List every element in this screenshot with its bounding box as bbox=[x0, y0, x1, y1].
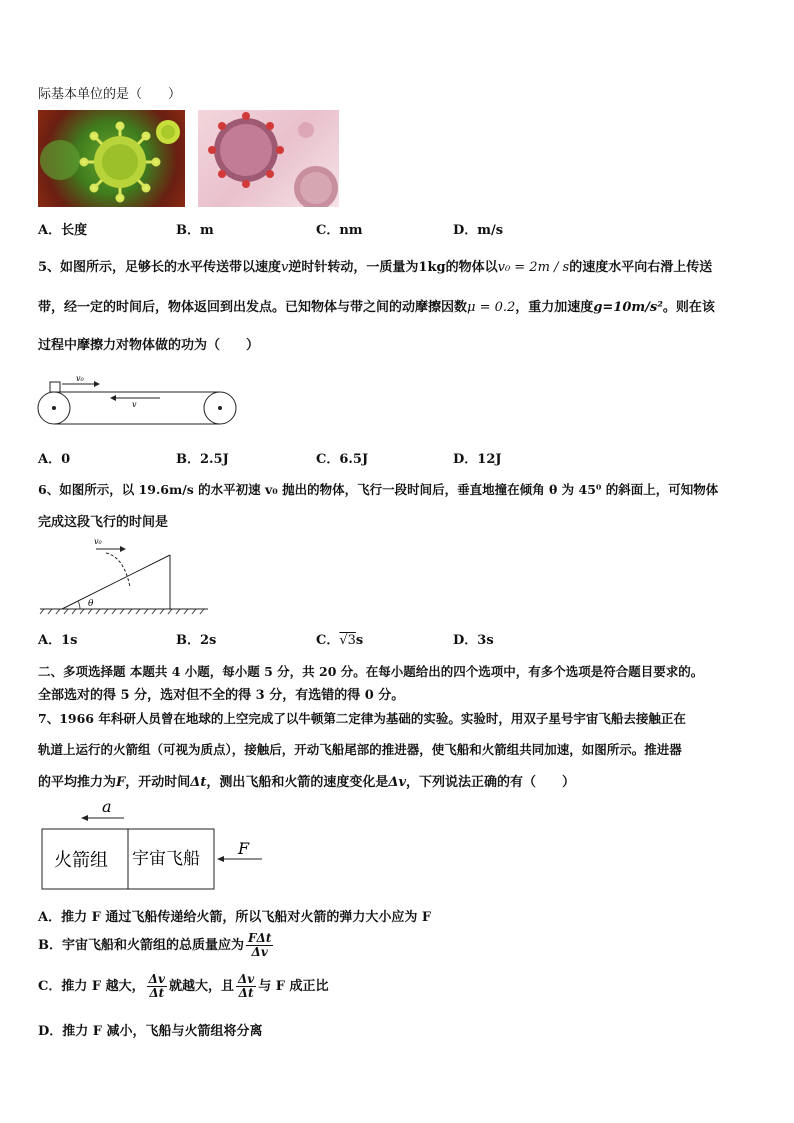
incline-projectile-figure bbox=[36, 535, 212, 617]
fraction-dv-dt-1: $\frac{\Delta v}{\Delta t}$ bbox=[148, 972, 165, 1001]
q7-option-d: D．推力 F 减小，飞船与火箭组将分离 bbox=[38, 1024, 263, 1039]
fig-a-label: a bbox=[102, 797, 112, 816]
q6-option-d: D．3s bbox=[453, 633, 494, 648]
virus-image-red bbox=[198, 110, 339, 207]
q5-line-1: 5、如图所示，足够长的水平传送带以速度v逆时针转动，一质量为1kg的物体以v₀ = 2m / s的速度水平向右滑上传送 bbox=[38, 260, 713, 275]
q7-line-3: 的平均推力为F，开动时间Δt，测出飞船和火箭的速度变化是Δv，下列说法正确的有（ ） bbox=[38, 775, 576, 790]
q6-option-c: C．√3s bbox=[316, 633, 364, 648]
q7-line-2: 轨道上运行的火箭组（可视为质点），接触后，开动飞船尾部的推进器，使飞船和火箭组共同加速，如图所示。推进器 bbox=[38, 742, 682, 757]
conveyor-belt-figure bbox=[36, 370, 242, 426]
q5-option-a: A．0 bbox=[38, 452, 71, 467]
fig-F-label: F bbox=[238, 839, 250, 858]
fig-ship-label: 宇宙飞船 bbox=[132, 849, 200, 869]
q4-option-b: B．m bbox=[176, 223, 214, 238]
fig-rocket-label: 火箭组 bbox=[54, 850, 108, 871]
fig-v0-label-q6: v₀ bbox=[94, 537, 102, 546]
section2-line-1: 二、多项选择题 本题共 4 小题，每小题 5 分，共 20 分。在每小题给出的四个选项中，有多个选项是符合题目要求的。 bbox=[38, 664, 704, 679]
q6-option-a: A．1s bbox=[38, 633, 78, 648]
q6-option-b: B．2s bbox=[176, 633, 217, 648]
q5-line-3: 过程中摩擦力对物体做的功为（ ） bbox=[38, 338, 260, 353]
q5-option-d: D．12J bbox=[453, 452, 502, 467]
fig-theta-label: θ bbox=[88, 599, 94, 609]
q6-line-1: 6、如图所示，以 19.6m/s 的水平初速 v₀ 抛出的物体，飞行一段时间后，垂直地撞在倾角 θ 为 45⁰ 的斜面上，可知物体 bbox=[38, 482, 719, 497]
q7-option-b: B．宇宙飞船和火箭组的总质量应为 $\frac{\text{FΔt}}{\Delta v}$ bbox=[38, 931, 272, 960]
fig-v-label: v bbox=[132, 400, 137, 409]
q4-option-d: D．m/s bbox=[453, 223, 504, 238]
rocket-ship-figure bbox=[40, 796, 270, 894]
q4-option-a: A．长度 bbox=[38, 223, 88, 238]
fraction-dv-dt-2: $\frac{\Delta v}{\Delta t}$ bbox=[237, 972, 255, 1001]
q4-question-tail: 际基本单位的是（ ） bbox=[38, 87, 182, 102]
q5-option-b: B．2.5J bbox=[176, 452, 229, 467]
q5-line-2: 带，经一定的时间后，物体返回到出发点。已知物体与带之间的动摩擦因数μ = 0.2，重力加速度g=10m/s²。则在该 bbox=[38, 300, 715, 315]
q7-option-c: C．推力 F 越大， $\frac{\Delta v}{\Delta t}$ 就越大，且 $\frac{\Delta v}{\Delta t}$ 与 F 成正比 bbox=[38, 972, 329, 1001]
q6-line-2: 完成这段飞行的时间是 bbox=[38, 515, 169, 530]
q7-option-a: A．推力 F 通过飞船传递给火箭，所以飞船对火箭的弹力大小应为 F bbox=[38, 910, 432, 925]
q7-line-1: 7、1966 年科研人员曾在地球的上空完成了以牛顿第二定律为基础的实验。实验时，用双子星号宇宙飞船去接触正在 bbox=[38, 711, 686, 726]
fraction-ft-dv: $\frac{\text{FΔt}}{\Delta v}$ bbox=[248, 931, 272, 960]
virus-image-green bbox=[38, 110, 185, 207]
fig-v0-label: v₀ bbox=[76, 374, 84, 383]
section2-line-2: 全部选对的得 5 分，选对但不全的得 3 分，有选错的得 0 分。 bbox=[38, 688, 405, 703]
q5-option-c: C．6.5J bbox=[316, 452, 369, 467]
q4-option-c: C．nm bbox=[316, 223, 363, 238]
